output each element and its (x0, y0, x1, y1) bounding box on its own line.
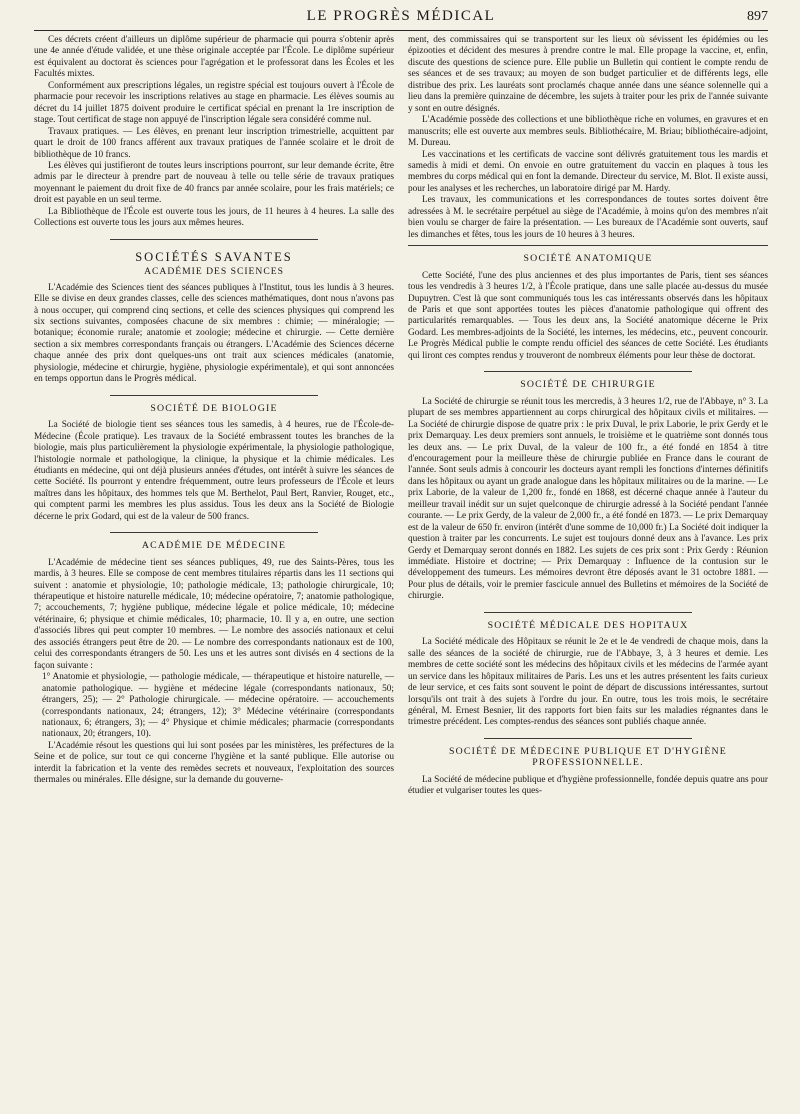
subheading-societe-biologie: SOCIÉTÉ DE BIOLOGIE (150, 402, 278, 414)
divider (408, 245, 768, 246)
divider (484, 371, 693, 372)
journal-title: LE PROGRÈS MÉDICAL (306, 8, 496, 24)
paragraph: La Société de chirurgie se réunit tous les mercredis, à 3 heures 1/2, rue de l'Abbaye, n° 3. La plupart de ses membres appartiennent au corps chirurgical des hôpitaux civils et militaires. — La Société de chirurgie dispose de quatre prix : le prix Duval, le prix Laborie, le prix Gerdy et le prix Demarquay. Les deux premiers sont annuels, le troisième et le quatrième sont donnés tous les deux ans. — Le prix Duval, de la valeur de 100 fr., a été fondé en 1854 à titre d'encouragement pour la meilleure thèse de chirurgie publiée en France dans le courant de l'année. Sont seuls admis à concourir les docteurs ayant rempli les fonctions d'internes définitifs dans les hôpitaux ou ayant un grade analogue dans les hôpitaux militaires ou de la marine. — Le prix Laborie, de la valeur de 1,200 fr., fondé en 1868, est décerné chaque année à l'auteur du meilleur travail inédit sur un sujet quelconque de chirurgie adressé à la Société pendant l'année courante. — Le prix Gerdy, de la valeur de 2,000 fr., a été fondé en 1873. — Le prix Demarquay est de la valeur de 650 fr. environ (intérêt d'une somme de 10,000 fr.) La Société doit indiquer la question à traiter par les concurrents. Le sujet est toujours donné deux ans à l'avance. Les prix Gerdy et Demarquay seront donnés en 1882. Les sujets de ces prix sont : Prix Gerdy : Réunion immédiate. Histoire et doctrine; — Prix Demarquay : Influence de la contusion sur le développement des tumeurs. Les mémoires devront être déposés avant le 31 octobre 1881. — Pour plus de détails, voir le premier fascicule annuel des Bulletins et mémoires de la Société de chirurgie. (408, 396, 768, 602)
paragraph: Ces décrets créent d'ailleurs un diplôme supérieur de pharmacie qui pourra s'obtenir après une 4e année d'étude validée, et une thèse originale acceptée par l'École. Le diplôme supérieur est équivalent au doctorat ès sciences pour l'agrégation et le professorat dans les Écoles et les Facultés mixtes. (34, 35, 394, 80)
paragraph: Cette Société, l'une des plus anciennes et des plus importantes de Paris, tient ses séances tous les vendredis à 3 heures 1/2, à l'École pratique, dans une salle placée au-dessus du musée Dupuytren. C'est là que sont communiqués tous les cas intéressants observés dans les hôpitaux de Paris et que sont apportées toutes les pièces d'anatomie pathologique qui offrent des particularités remarquables. — Tous les deux ans, la Société anatomique décerne le Prix Godard. Les membres-adjoints de la Société, les internes, les médecins, etc., peuvent concourir. Le Progrès Médical publie le compte rendu officiel des séances de cette Société. Les étudiants qui liront ces comptes rendus y trouveront de nombreux éléments pour leur thèse de doctorat. (408, 270, 768, 361)
paragraph: L'Académie des Sciences tient des séances publiques à l'Institut, tous les lundis à 3 heures. Elle se divise en deux grandes classes, celle des sciences mathématiques, dont nous n'avons pas à nous occuper, qui comprend cinq sections, et celle des sciences physiques qui comprend les six sections suivantes, composées chacune de six membres : chimie; — minéralogie; — botanique; économie rurale; anatomie et zoologie; médecine et chirurgie. — Cette dernière section a six membres correspondants français ou étrangers. L'Académie des Sciences décerne chaque année des prix dont quelques-uns ont trait aux sciences médicales (anatomie, physiologie, médecine et chirurgie, hygiène, physiologie expérimentale), et qui sont annoncées en temps opportun dans le Progrès médical. (34, 282, 394, 385)
paragraph: Les vaccinations et les certificats de vaccine sont délivrés gratuitement tous les mardis et samedis à midi et demi. On envoie en outre gratuitement du vaccin en plaques à tous les membres du corps médical qui en font la demande. Directeur du service, M. Blot. Il existe aussi, pour les analyses et les recherches, un laboratoire dirigé par M. Hardy. (408, 149, 768, 194)
right-column (408, 35, 768, 798)
subheading-societe-anatomique: SOCIÉTÉ ANATOMIQUE (523, 253, 653, 265)
paragraph: L'Académie possède des collections et une bibliothèque riche en volumes, en gravures et en manuscrits; elle est ouverte aux membres seuls. Bibliothécaire, M. Briau; bibliothécaire-adjoint, M. Dureau. (408, 115, 768, 149)
divider (110, 395, 319, 396)
paragraph: La Société de biologie tient ses séances tous les samedis, à 4 heures, rue de l'École-de-Médecine (École pratique). Les travaux de la Société embrassent toutes les branches de la biologie, mais plus particulièrement la physiologie expérimentale, la physiologie pathologique, l'histologie normale et pathologique, la clinique, la physique et la chimie médicales. Les étudiants en médecine, qui ont déjà plusieurs années d'études, ont intérêt à suivre les séances de cette Société. Ils pourront y entendre fréquemment, outre leurs professeurs de l'École et leurs maîtres dans les hôpitaux, des hommes tels que M. Berthelot, Paul Bert, Ranvier, Rouget, etc., qui comptent parmi les membres les plus assidus. Tous les deux ans la Société de Biologie décerne le prix Godard, qui est de la valeur de 500 francs. (34, 420, 394, 522)
divider (110, 532, 319, 533)
paragraph: 1° Anatomie et physiologie, — pathologie médicale, — thérapeutique et histoire naturelle, — anatomie pathologique. — hygiène et médecine légale (correspondants nationaux, 50; étrangers, 25); — 2° Pathologie chirurgicale. — médecine opératoire. — accouchements (correspondants nationaux, 24; étrangers, 12); 3° Médecine vétérinaire (correspondants nationaux, 6; étrangers, 3); — 4° Physique et chimie médicales; pharmacie (correspondants nationaux, 20; étrangers, 10). (42, 672, 394, 740)
subheading-societe-medicale-hopitaux: SOCIÉTÉ MÉDICALE DES HOPITAUX (487, 619, 689, 631)
running-header (34, 8, 768, 31)
paragraph: La Société de médecine publique et d'hygiène professionnelle, fondée depuis quatre ans pour étudier et vulgariser toutes les ques- (408, 774, 768, 797)
section-heading-societes-savantes: SOCIÉTÉS SAVANTES (135, 249, 293, 264)
divider (110, 239, 319, 240)
paragraph: L'Académie de médecine tient ses séances publiques, 49, rue des Saints-Pères, tous les mardis, à 3 heures. Elle se compose de cent membres titulaires répartis dans les 11 sections qui suivent : anatomie et physiologie, 10; pathologie médicale, 13; pathologie chirurgicale, 10; thérapeutique et histoire naturelle médicale, 10; médecine opératoire, 7; anatomie pathologique, 7; accouchements, 7; hygiène publique, médecine légale et police médicale, 10; médecine vétérinaire, 6; physique et chimie médicales, 10; pharmacie, 10. Il y a, en outre, une section d'associés libres qui peut compter 10 membres. — Le nombre des associés nationaux et celui des associés étrangers peut être de 20. — Le nombre des correspondants nationaux est de 100, celui des correspondants étrangers de 50. Les uns et les autres sont divisés en 4 sections de la façon suivante : (34, 557, 394, 671)
subheading-academie-medecine: ACADÉMIE DE MÉDECINE (141, 540, 287, 552)
subheading-societe-medecine-publique: SOCIÉTÉ DE MÉDECINE PUBLIQUE ET D'HYGIÈNE PROFESSIONNELLE. (449, 745, 727, 769)
paragraph: Conformément aux prescriptions légales, un registre spécial est toujours ouvert à l'École de pharmacie pour recevoir les inscriptions relatives au stage en pharmacie. Les élèves soumis au décret du 14 juillet 1875 doivent produire le certificat spécial en prenant la 1re inscription de stage. Tout certificat de stage non appuyé de l'inscription légale sera considéré comme nul. (34, 80, 394, 126)
left-column (34, 35, 394, 798)
subheading-societe-chirurgie: SOCIÉTÉ DE CHIRURGIE (520, 379, 656, 391)
paragraph: L'Académie résout les questions qui lui sont posées par les ministères, les préfectures de la Seine et de police, sur tout ce qui concerne l'hygiène et la santé publique. Elle autorise ou interdit la fabrication et la vente des remèdes secrets et nouveaux, l'exploitation des sources thermales ou minérales. Elle désigne, sur la demande du gouverne- (34, 740, 394, 786)
paragraph: Les élèves qui justifieront de toutes leurs inscriptions pourront, sur leur demande écrite, être admis par le directeur à prendre part de nouveau à telle ou telle série de travaux pratiques moyennant le paiement du droit fixe de 40 francs par année scolaire, pour les frais matériels; ce droit est payable en un seul terme. (34, 160, 394, 206)
paragraph: Les travaux, les communications et les correspondances de toutes sortes doivent être adressées à M. le secrétaire perpétuel au siège de l'Académie, à moins qu'on des membres n'ait bien voulu se charger de faire la présentation. — Les bureaux de l'Académie sont ouverts, sauf les dimanches et fêtes, tous les jours de 10 heures à 3 heures. (408, 195, 768, 240)
subheading-academie-sciences: ACADÉMIE DES SCIENCES (144, 266, 284, 278)
divider (484, 612, 693, 613)
paragraph: La Société médicale des Hôpitaux se réunit le 2e et le 4e vendredi de chaque mois, dans la salle des séances de la société de chirurgie, rue de l'Abbaye, 3, à 3 heures et demie. Les membres de cette société sont les médecins des hôpitaux civils et les médecins de l'armée ayant un service dans les hôpitaux militaires de Paris. Les uns et les autres présentent les faits curieux de leur service, et ces faits sont souvent le point de départ de discussions intéressantes, surtout lorsqu'ils ont trait à des sujets à l'ordre du jour. En outre, tous les trois mois, le secrétaire général, M. Ernest Besnier, lit des rapports fort bien faits sur les maladies régnantes dans le trimestre précédent. Les comptes-rendus des séances sont publiés chaque année. (408, 637, 768, 728)
paragraph: ment, des commissaires qui se transportent sur les lieux où sévissent les épidémies ou les épizooties et décident des mesures à prendre contre le mal. Elle propage la vaccine, et, enfin, discute des questions de science pure. Elle publie un Bulletin qui contient le compte rendu de ses séances et de ses travaux; au moyen de son budget particulier et de différents legs, elle distribue des prix. Les lauréats sont proclamés chaque année dans une séance solennelle qui a lieu dans la première quinzaine de décembre, les sujets à traiter pour les prix de l'année suivante y sont en outre désignés. (408, 35, 768, 114)
paragraph: Travaux pratiques. — Les élèves, en prenant leur inscription trimestrielle, acquittent par quart le droit de 100 francs afférent aux travaux pratiques de l'année scolaire et le droit de bibliothèque de 10 francs. (34, 126, 394, 160)
divider (484, 738, 693, 739)
page-number: 897 (747, 9, 768, 24)
paragraph: La Bibliothèque de l'École est ouverte tous les jours, de 11 heures à 4 heures. La salle des Collections est ouverte tous les jours aux mêmes heures. (34, 206, 394, 229)
two-column-body (34, 35, 768, 798)
